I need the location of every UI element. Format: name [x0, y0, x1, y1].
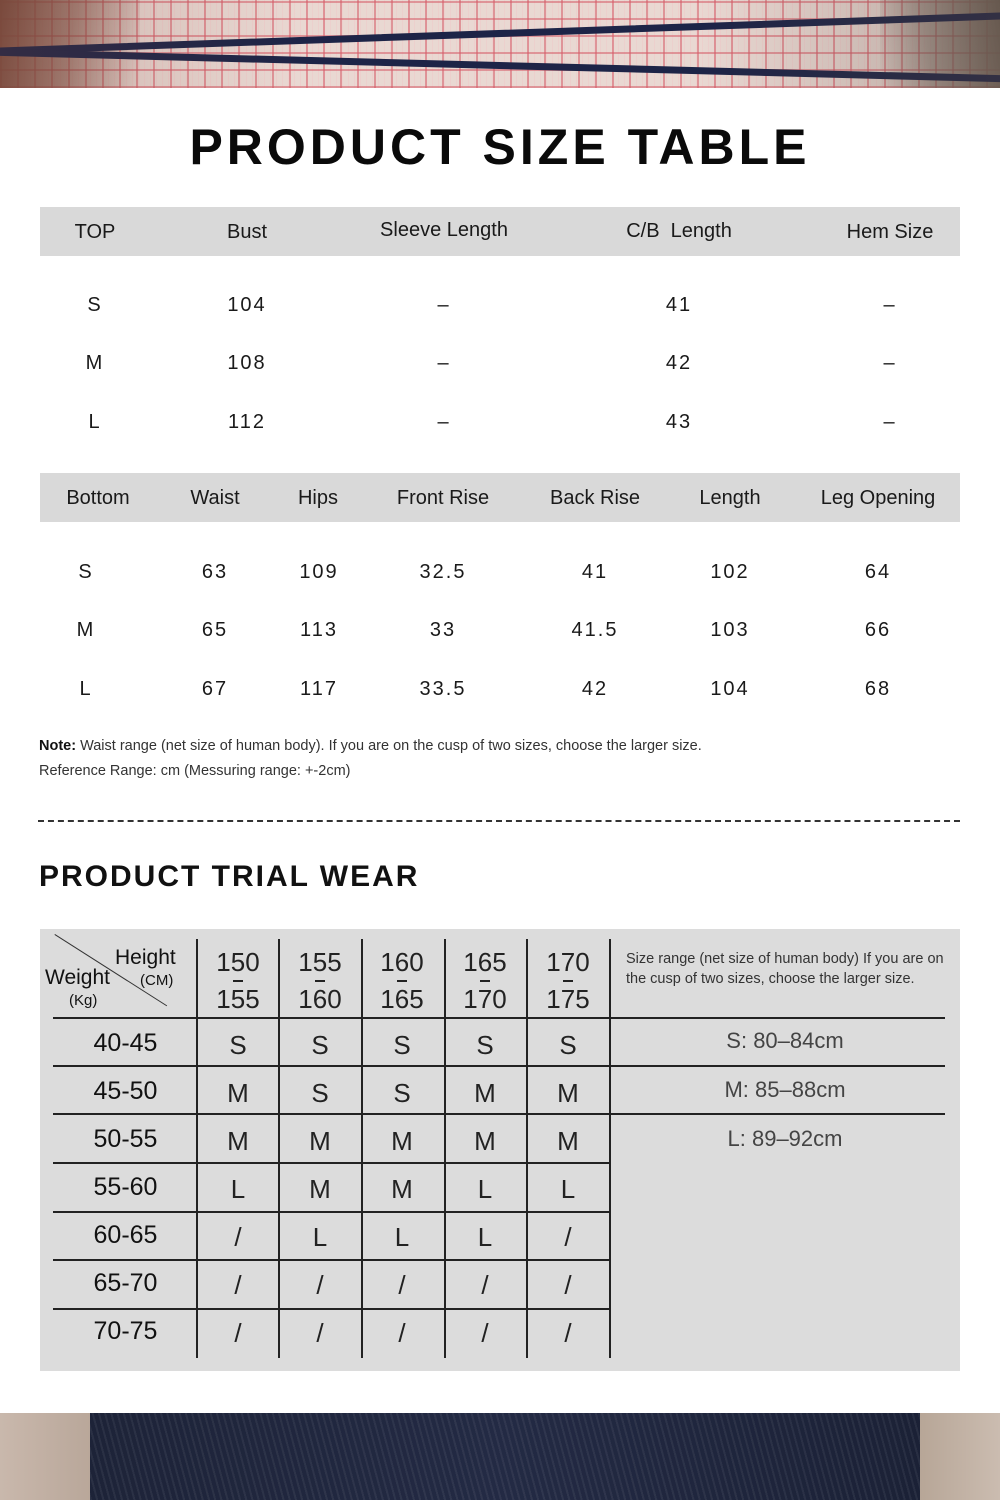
top-row-l-hem: –: [883, 411, 897, 433]
size-cell: /: [564, 1222, 572, 1252]
top-header-hem: Hem Size: [846, 221, 934, 243]
range-bar: [397, 980, 407, 982]
size-cell: S: [311, 1078, 329, 1108]
top-row-l-size: L: [88, 411, 102, 433]
height-range-170-175: [527, 947, 609, 1014]
size-cell: M: [474, 1078, 496, 1108]
bottom-header-front-rise: Front Rise: [396, 487, 490, 509]
range-bar: [315, 980, 325, 982]
section-divider: [38, 820, 960, 822]
size-cell: S: [476, 1030, 494, 1060]
bottom-row-l-length: 104: [710, 678, 750, 700]
top-header-cb-length: C/B Length: [626, 220, 732, 242]
note-label: Note:: [39, 738, 77, 754]
bottom-row-l-back-rise: 42: [581, 678, 609, 700]
top-header-sleeve: Sleeve Length: [380, 219, 508, 241]
bottom-row-m-waist: 65: [201, 619, 229, 641]
size-cell: S: [393, 1078, 411, 1108]
height-to: 155: [216, 984, 260, 1014]
bottom-header-leg-opening: Leg Opening: [820, 487, 936, 509]
size-cell: /: [234, 1318, 242, 1348]
bottom-row-s-hips: 109: [299, 561, 339, 583]
size-cell: /: [316, 1270, 324, 1300]
cm-label: (CM): [140, 972, 174, 989]
size-cell: /: [564, 1270, 572, 1300]
size-cell: L: [230, 1174, 246, 1204]
top-row-s-cb: 41: [665, 294, 693, 316]
size-cell: L: [477, 1222, 493, 1252]
top-row-s-bust: 104: [227, 294, 267, 316]
bottom-row-s-leg: 64: [864, 561, 892, 583]
bottom-header-hips: Hips: [297, 487, 339, 509]
size-cell: /: [481, 1270, 489, 1300]
height-from: 160: [380, 947, 424, 977]
size-cell: S: [393, 1030, 411, 1060]
size-cell: S: [311, 1030, 329, 1060]
bottom-row-s-waist: 63: [201, 561, 229, 583]
size-cell: M: [474, 1126, 496, 1156]
weight-row-label: 70-75: [93, 1317, 158, 1345]
size-range-note: Size range (net size of human body) If you are on the cusp of two sizes, choose the larger size.: [626, 951, 944, 987]
top-row-s-sleeve: –: [437, 294, 451, 316]
height-range-165-170: [444, 947, 526, 1014]
bottom-row-m-hips: 113: [300, 619, 338, 641]
range-l: L: 89–92cm: [727, 1126, 843, 1151]
height-range-155-160: [279, 947, 361, 1014]
range-m: M: 85–88cm: [724, 1077, 846, 1102]
bottom-row-l-waist: 67: [201, 678, 229, 700]
top-header-top: TOP: [74, 221, 116, 243]
height-label: Height: [115, 946, 176, 969]
weight-row-label: 65-70: [93, 1269, 158, 1297]
bottom-row-l-hips: 117: [300, 678, 338, 700]
range-bar: [233, 980, 243, 982]
weight-row-label: 40-45: [93, 1029, 158, 1057]
note-line-2: Reference Range: cm (Messuring range: +-2cm): [39, 763, 351, 779]
size-cell: /: [481, 1318, 489, 1348]
range-s: S: 80–84cm: [726, 1028, 844, 1053]
size-cell: S: [559, 1030, 577, 1060]
bottom-row-s-size: S: [78, 561, 94, 583]
top-row-m-size: M: [85, 352, 105, 374]
top-product-photo: [0, 0, 1000, 88]
height-range-150-155: [197, 947, 279, 1014]
height-to: 170: [463, 984, 507, 1014]
size-cell: L: [394, 1222, 410, 1252]
top-row-m-sleeve: –: [437, 352, 451, 374]
size-cell: L: [560, 1174, 576, 1204]
size-cell: M: [309, 1126, 331, 1156]
top-row-m-cb: 42: [665, 352, 693, 374]
size-cell: /: [564, 1318, 572, 1348]
bottom-row-l-size: L: [79, 678, 93, 700]
note-text: Waist range (net size of human body). If you are on the cusp of two sizes, choose the larger size.: [80, 738, 702, 754]
weight-row-label: 50-55: [93, 1125, 158, 1153]
size-cell: M: [309, 1174, 331, 1204]
bottom-row-s-length: 102: [710, 561, 750, 583]
size-cell: L: [312, 1222, 328, 1252]
top-row-l-cb: 43: [665, 411, 693, 433]
height-to: 160: [298, 984, 342, 1014]
height-to: 165: [380, 984, 424, 1014]
bottom-row-m-back-rise: 41.5: [571, 619, 619, 641]
page-title: PRODUCT SIZE TABLE: [189, 119, 811, 175]
bottom-row-l-front-rise: 33.5: [419, 678, 467, 700]
denim-texture: [90, 1413, 920, 1500]
weight-row-label: 55-60: [93, 1173, 158, 1201]
height-from: 170: [546, 947, 590, 977]
bottom-header-waist: Waist: [190, 487, 240, 509]
top-row-m-hem: –: [883, 352, 897, 374]
size-cell: M: [557, 1078, 579, 1108]
weight-row-label: 45-50: [93, 1077, 158, 1105]
top-row-l-sleeve: –: [437, 411, 451, 433]
top-row-m-bust: 108: [227, 352, 267, 374]
size-cell: M: [391, 1174, 413, 1204]
top-row-s-size: S: [87, 294, 103, 316]
grid-hline: [53, 1113, 945, 1115]
bottom-row-s-front-rise: 32.5: [419, 561, 467, 583]
note-line-1: [39, 738, 702, 754]
weight-row-label: 60-65: [93, 1221, 158, 1249]
height-to: 175: [546, 984, 590, 1014]
size-cell: /: [234, 1222, 242, 1252]
bottom-header-bottom: Bottom: [66, 487, 130, 509]
top-row-s-hem: –: [883, 294, 897, 316]
kg-label: (Kg): [69, 992, 98, 1009]
size-cell: L: [477, 1174, 493, 1204]
height-from: 155: [298, 947, 342, 977]
height-from: 150: [216, 947, 260, 977]
size-cell: S: [229, 1030, 247, 1060]
grid-hline: [53, 1065, 945, 1067]
bottom-header-back-rise: Back Rise: [549, 487, 641, 509]
grid-hline: [53, 1017, 945, 1019]
height-from: 165: [463, 947, 507, 977]
range-bar: [480, 980, 490, 982]
weight-label: Weight: [45, 966, 110, 989]
bottom-row-m-size: M: [76, 619, 96, 641]
bottom-product-photo: [0, 1413, 1000, 1500]
height-range-160-165: [361, 947, 443, 1014]
bottom-row-m-leg: 66: [864, 619, 892, 641]
size-cell: /: [398, 1270, 406, 1300]
bottom-row-s-back-rise: 41: [581, 561, 609, 583]
bottom-row-l-leg: 68: [864, 678, 892, 700]
bottom-row-m-front-rise: 33: [429, 619, 457, 641]
range-bar: [563, 980, 573, 982]
top-row-l-bust: 112: [228, 411, 266, 433]
size-cell: /: [398, 1318, 406, 1348]
photo-shade: [0, 0, 1000, 88]
size-cell: M: [227, 1126, 249, 1156]
size-cell: M: [227, 1078, 249, 1108]
size-cell: /: [316, 1318, 324, 1348]
trial-wear-title: PRODUCT TRIAL WEAR: [39, 860, 420, 893]
bottom-row-m-length: 103: [710, 619, 750, 641]
size-cell: M: [391, 1126, 413, 1156]
top-header-bust: Bust: [226, 221, 268, 243]
bottom-header-length: Length: [699, 487, 761, 509]
size-cell: /: [234, 1270, 242, 1300]
size-cell: M: [557, 1126, 579, 1156]
